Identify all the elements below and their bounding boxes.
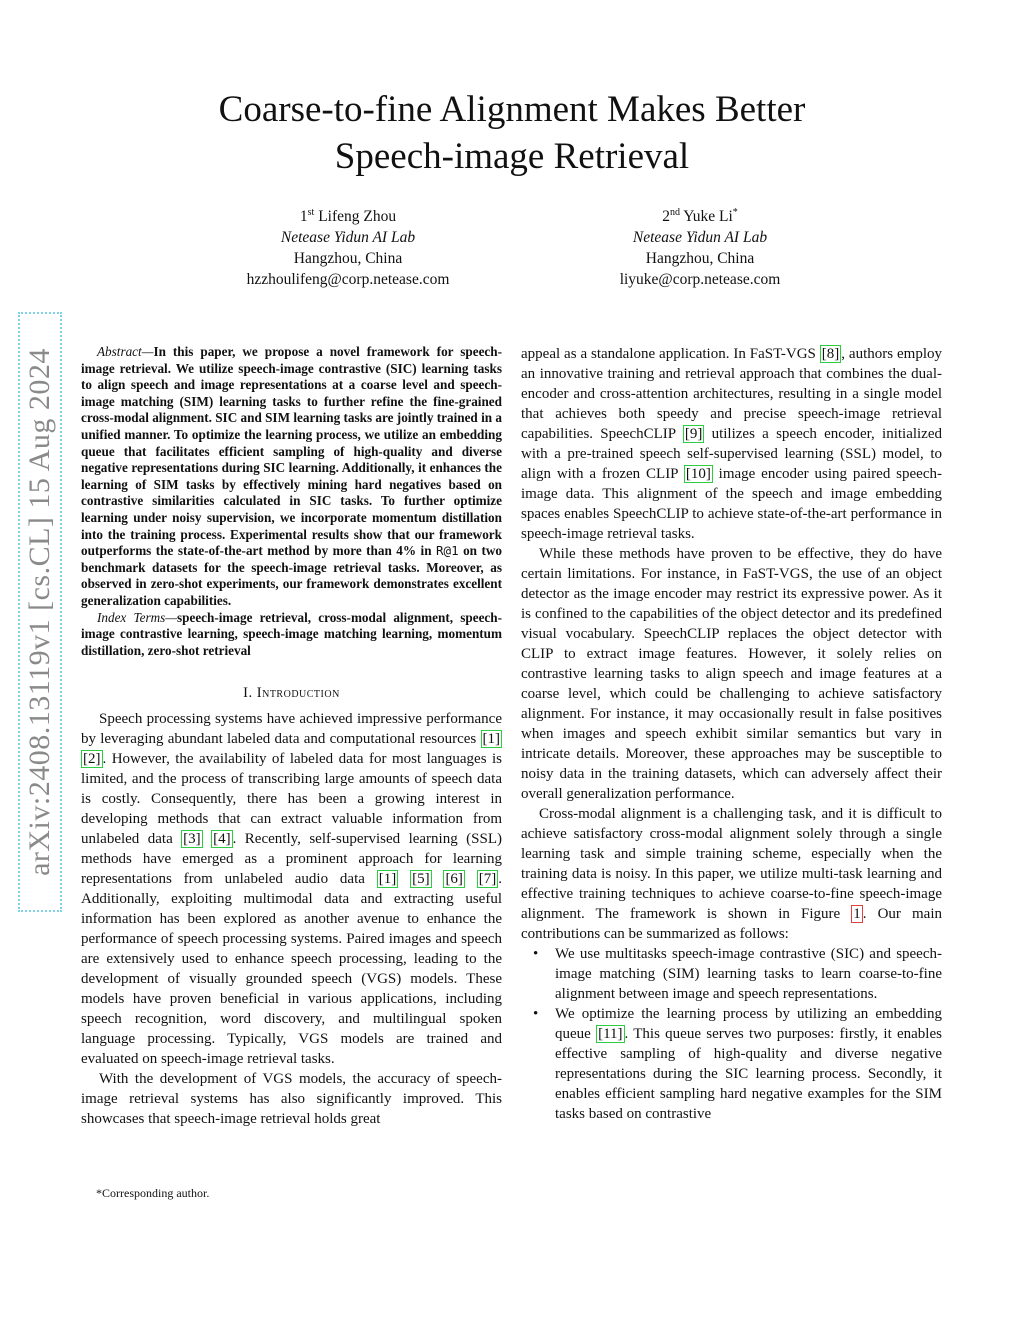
index-terms-text: speech-image retrieval, cross-modal alignment, speech-image contrastive learning, speech-image matching learning, momentum distillation, zero-shot retrieval (81, 609, 502, 658)
list-item (533, 1004, 942, 1124)
index-terms-label: Index Terms (97, 609, 166, 625)
contributions-list (521, 944, 942, 1124)
abstract-text-b: on two benchmark datasets for the speech-image retrieval tasks. Moreover, as observed in zero-shot experiments, our framework demonstrates excellent generalization capabilities. (81, 543, 502, 608)
section-name: Introduction (256, 685, 340, 702)
right-paragraph-2: While these methods have proven to be effective, they do have certain limitations. For instance, in FaST-VGS, the use of an object detector as the image encoder may restrict its expressive power. As it is confined to the capabilities of the object detector and its predefined visual vocabulary. SpeechCLIP replaces the object detector with CLIP to extract image features. However, it solely relies on contrastive learning tasks to align speech and image features at a coarse level, which could be challenging to achieve satisfactory alignment. For instance, it may occasionally result in false positives when images and speech exhibit similar semantics but vary in intricate details. Moreover, these approaches may be susceptible to noisy data in the training datasets, which can adversely affect their overall generalization performance. (521, 546, 942, 802)
text-run: . Our main contributions can be summarized as follows: (521, 906, 943, 942)
right-paragraph-3 (521, 804, 942, 944)
abstract-dash: — (141, 344, 154, 359)
arxiv-side-stamp (18, 312, 62, 912)
index-terms-dash: — (165, 609, 177, 625)
author-1-affiliation: Netease Yidun AI Lab (280, 229, 416, 247)
footnote: *Corresponding author. (96, 1186, 210, 1200)
author-2-ordinal: 2 (662, 208, 670, 226)
section-number: I. (243, 685, 253, 702)
abstract (81, 344, 502, 610)
citation-link[interactable]: [6] (445, 871, 463, 888)
left-column (81, 344, 502, 1129)
citation-link[interactable]: [7] (478, 871, 497, 888)
text-run: , authors employ an innovative training and retrieval approach that combines the dual-encoder and cross-attention architectures, resulting in a single model that achieves both speedy and precise speech-image retrieval capabilities. SpeechCLIP (521, 346, 942, 442)
author-1-name-line (178, 202, 518, 227)
author-1-location: Hangzhou, China (293, 250, 403, 268)
bullet-icon: • (533, 946, 539, 962)
citation-link[interactable]: [2] (83, 751, 101, 768)
citation-link[interactable]: [5] (412, 871, 430, 888)
author-2-ordinal-sup: nd (669, 207, 680, 218)
author-2-affiliation: Netease Yidun AI Lab (632, 229, 768, 247)
text-run: . However, the availability of labeled data for most languages is limited, and the process of transcribing large amounts of speech data is costly. Consequently, there has been a growing interest in developing methods that can extract valuable information from unlabeled data (81, 751, 502, 848)
text-run: Speech processing systems have achieved impressive performance by leveraging abundant labeled data and computational resources (81, 711, 502, 748)
list-item-text: We optimize the learning process by utilizing an embedding queue (555, 1006, 942, 1042)
author-1-ordinal: 1 (299, 208, 308, 226)
title-line-1: Coarse-to-fine Alignment Makes Better (218, 89, 806, 130)
title-line-2: Speech-image Retrieval (334, 136, 690, 177)
abstract-label: Abstract (97, 344, 142, 359)
right-paragraph-1 (521, 344, 942, 544)
citation-link[interactable]: [1] (482, 731, 500, 748)
citation-link[interactable]: [3] (183, 831, 201, 848)
figure-link[interactable]: 1 (853, 906, 861, 922)
citation-link[interactable]: [8] (821, 346, 840, 362)
right-column (521, 344, 942, 1124)
text-run: . Additionally, exploiting multimodal data and extracting useful information has been explored as another avenue to enhance the performance of speech processing systems. Paired images and speech are extensively used to enhance speech processing, leading to the development of visually grounded speech (VGS) models. These models have proven beneficial in various applications, including speech recognition, word discovery, and multilingual spoken language processing. Typically, VGS models are trained and evaluated on speech-image retrieval tasks. (81, 871, 503, 1068)
citation-link[interactable]: [4] (213, 831, 231, 848)
author-block-1 (178, 202, 518, 290)
author-2-location: Hangzhou, China (645, 250, 755, 268)
index-terms (81, 610, 502, 660)
author-1-name: Lifeng Zhou (318, 208, 397, 226)
author-block-2 (530, 202, 870, 290)
text-run: utilizes a speech encoder, initialized with a pre-trained speech self-supervised learning (SSL) model, to align with a frozen CLIP (521, 426, 943, 482)
bullet-icon: • (533, 1006, 539, 1022)
author-2-name: Yuke Li (683, 208, 733, 226)
citation-link[interactable]: [9] (684, 426, 703, 442)
abstract-text-a: In this paper, we propose a novel framework for speech-image retrieval. We utilize speech-image contrastive (SIC) learning tasks to align speech and image representations at a coarse level and speech-image matching (SIM) learning tasks to further refine the fine-grained cross-modal alignment. SIC and SIM learning tasks are jointly trained in a unified manner. To optimize the learning process, we utilize an embedding queue that facilitates efficient sampling of high-quality and diverse negative representations during SIC learning. Additionally, it enhances the learning of SIM tasks by effectively mining hard negatives based on contrastive similarities calculated in SIC tasks. To further optimize learning under noisy supervision, we incorporate momentum distillation into the training process. Experimental results show that our framework outperforms the state-of-the-art method by more than 4% in (81, 344, 502, 559)
text-run: image encoder using paired speech-image data. This alignment of the speech and image embedding spaces enables SpeechCLIP to achieve state-of-the-art performance in speech-image retrieval tasks. (521, 466, 942, 542)
citation-link[interactable]: [1] (378, 871, 397, 888)
abstract-metric: R@1 (436, 543, 459, 559)
author-2-corresponding-mark: * (732, 207, 738, 218)
paper-title (0, 86, 1024, 180)
list-item-text: We use multitasks speech-image contrastive (SIC) and speech-image matching (SIM) learning tasks to learn coarse-to-fine alignment between image and speech representations. (555, 946, 942, 1002)
author-2-email[interactable]: liyuke@corp.netease.com (619, 271, 781, 289)
author-1-ordinal-sup: st (307, 207, 315, 218)
text-run: appeal as a standalone application. In FaST-VGS (521, 346, 820, 362)
author-2-name-line (530, 202, 870, 227)
text-run: Cross-modal alignment is a challenging task, and it is difficult to achieve satisfactory cross-modal alignment solely through a single learning task and simple training scheme, especially when the training data is noisy. In this paper, we utilize multi-task learning and effective training techniques to achieve coarse-to-fine speech-image alignment. The framework is shown in Figure (521, 806, 942, 922)
intro-paragraph-1 (81, 709, 502, 1069)
section-heading-introduction (81, 683, 502, 703)
intro-paragraph-2: With the development of VGS models, the accuracy of speech-image retrieval systems has also significantly improved. This showcases that speech-image retrieval holds great (81, 1071, 502, 1128)
text-run: . Recently, self-supervised learning (SSL) methods have emerged as a prominent approach for learning representations from unlabeled audio data (81, 831, 502, 888)
arxiv-identifier: arXiv:2408.13119v1 [cs.CL] 15 Aug 2024 (23, 348, 56, 876)
citation-link[interactable]: [10] (685, 466, 711, 482)
author-1-email[interactable]: hzzhoulifeng@corp.netease.com (246, 271, 450, 289)
citation-link[interactable]: [11] (598, 1026, 623, 1042)
list-item (533, 944, 942, 1004)
list-item-text: . This queue serves two purposes: firstly, it enables effective sampling of high-quality and diverse negative representations during the SIC learning process. Secondly, it enables efficient sampling hard negative examples for the SIM tasks based on contrastive (555, 1026, 942, 1122)
